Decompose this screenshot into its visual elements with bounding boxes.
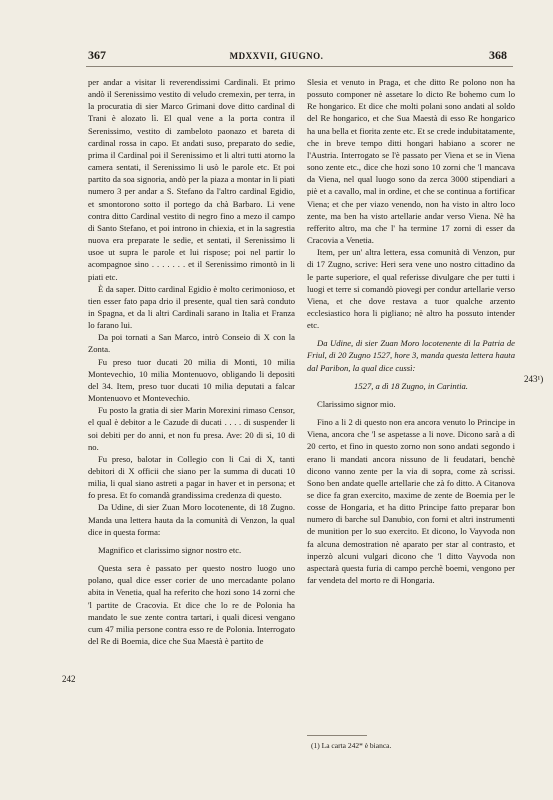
paragraph: Item, per un' altra lettera, essa comunità di Venzon, pur di 17 Zugno, scrive: Heri sera vene uno nostro cittadino da le parte superiore, el qual referisse divulgare che per tutti i luogi et terre si comandò piovegi per condur artellarie verso Viena, et che dove restava a tuor qualche arzento ecclesiastico hora li pigliano; nè altro ha possuto intender etc.: [307, 247, 515, 331]
salutation: Magnifico et clarissimo signor nostro etc.: [98, 544, 242, 555]
paragraph: Fu preso, balotar in Collegio con li Cai di X, tanti debitori di X officii che siano per la summa di ducati 10 milia, li qual siano astreti a pagar in haver et in persona; et fo presa. Et fo comandà grandissima credenza di questo.: [88, 453, 295, 501]
paragraph: Fu posto la gratia di sier Marin Morexini rimaso Censor, el qual è debitor a le Cazude di ducati . . . . di suspender li soi debiti per do anni, et non fu presa. Ave: 20 di sì, 10 di no.: [88, 405, 295, 452]
paragraph: È da saper. Ditto cardinal Egidio è molto cerimonioso, et tien esser fato papa drio il presente, qual tien sarà conduto in Spagna, et da li altri Cardinali sarano in Italia et Franza lo farano lui.: [88, 283, 295, 331]
footnote: (1) La carta 242* è bianca.: [311, 741, 392, 750]
paragraph: Slesia et venuto in Praga, et che ditto Re polono non ha possuto componer nè assetare lo dicto Re bohemo cum lo Re hongarico. Et dice che molti polani sono andati al soldo del Re hongarico, et che Sua Maestà di esso Re hongarico ha una bella et fiorita zente etc. Et se crede indubitatamente, che in breve tempo ditti hongari habiano a scorer ne l'Austria. Interrogato se l'è passato per Viena et se in Viena sono zente etc., dice che hozi sono 10 zorni che 'l mancava da Viena, nel qual luogo sono da zerca 3000 stipendiari a piè et a cavallo, mal in ordine, et che se continua a fortificar Viena; et che per viazo venendo, non ha visto in altro loco zente, ma ben ha visto artellarie andar verso Viena. Nè ha refferito altro, ma che l' ha termine 17 zorni di esser da Cracovia a Venetia.: [307, 77, 515, 246]
paragraph: Da poi tornati a San Marco, intrò Conseio di X con la Zonta.: [88, 332, 295, 355]
header-rule: [86, 66, 513, 67]
right-column: [307, 76, 515, 586]
paragraph: Fu preso tuor ducati 20 milia di Monti, 10 milia Montevechio, 10 milia Montenuovo, obligando li depositi del 34. Item, preso tuor ducati 10 milia deputati a falcar Montenuovo et Montevechio.: [88, 356, 295, 404]
paragraph: Questa sera è passato per questo nostro luogo uno polano, qual dice esser corier de uno mercadante polano abita in Venetia, qual ha referito che hozi sono 14 zorni che 'l partite de Cracovia. Et dice che lo re de Polonia ha mandato le sue zente contra tartari, i quali dicesi vengano cum 47 milia persone contra esso re de Polonia. Interrogato del Re di Boemia, dice che Sua Maestà è partito de: [88, 563, 295, 647]
margin-number-right: 243¹): [524, 374, 544, 384]
page-number-left: 367: [88, 48, 106, 62]
salutation: Clarissimo signor mio.: [317, 398, 396, 409]
page-number-right: 368: [489, 48, 507, 62]
paragraph: Fino a li 2 di questo non era ancora venuto lo Principe in Viena, ancora che 'l se aspetasse a li nove. Dicono sarà a dì 20 certo, et fino in questo zorno non sono andati segondo i erano li mandati ancora nissuno de li feudatari, benchè dicono vanno zente per la via di sopra, come zà scrissi. Sono ben andate quelle artellarie che zà fo ditto. A Citanova se dice fa gran exercito, maxime de zente de Boemia per le cosse de Hongaria, et ha ditto Principe fatto preparar bon numero di barche sul Danubio, con forni et altri instrumenti de munition per lo suo exercito. Et dicono, lo Vayvoda non fa alcuna demostration nè aparato per star al contrasto, et inperzò alcuni vulgari dicono che 'l ditto Vayvoda non aspectarà questa furia di campo perchè boemi, vengono per far vendeta del morto re di Hongaria.: [307, 417, 515, 586]
footnote-rule: [307, 735, 367, 736]
paragraph: per andar a visitar li reverendissimi Cardinali. Et primo andò il Serenissimo vestito di veludo cremexin, per terra, in la procuratia di sier Marco Grimani dove ditto cardinal di Trani è alozato lì. El qual vene a la porta contra il Serenissimo, vestito di zambeloto paonazo et bareta di cardinal rossa in capo. Et andati suso, preparato do sedie, prima il Cardinal poi il Serenissimo et li altri tutti atorno la camera sentati, il Serenissimo li usò le parole etc. Et poi partito da soa signoria, andò per la piaza a montar in li piati numero 3 per andar a S. Stefano da l'altro cardinal Egidio, et smontorono sotto il portego da chà Barbaro. Li vene contra ditto Cardinal vestito di negro fino a mezo il campo di Santo Stefano, et poi introno in chiexia, et in la sagrestia nuova era preparate le sedie, et sentati, il Serenissimo li usoe ut supra le parole et lui rispose; poi nel partir lo acompagnoe sino . . . . . . . et il Serenissimo rimontò in li piati etc.: [88, 77, 295, 282]
running-title: MDXXVII, GIUGNO.: [229, 51, 324, 61]
margin-number-left: 242: [62, 674, 76, 684]
dateline: 1527, a dì 18 Zugno, in Carintia.: [354, 380, 468, 391]
paragraph-heading: Da Udine, di sier Zuan Moro locotenente di la Patria de Friul, di 20 Zugno 1527, hore 3, manda questa lettera hauta dal Paribon, la qual dice cussì:: [307, 338, 515, 373]
left-column: [88, 76, 295, 647]
paragraph: Da Udine, di sier Zuan Moro locotenente, di 18 Zugno. Manda una lettera hauta da la comunità di Venzon, la qual dice in questa forma:: [88, 502, 295, 537]
